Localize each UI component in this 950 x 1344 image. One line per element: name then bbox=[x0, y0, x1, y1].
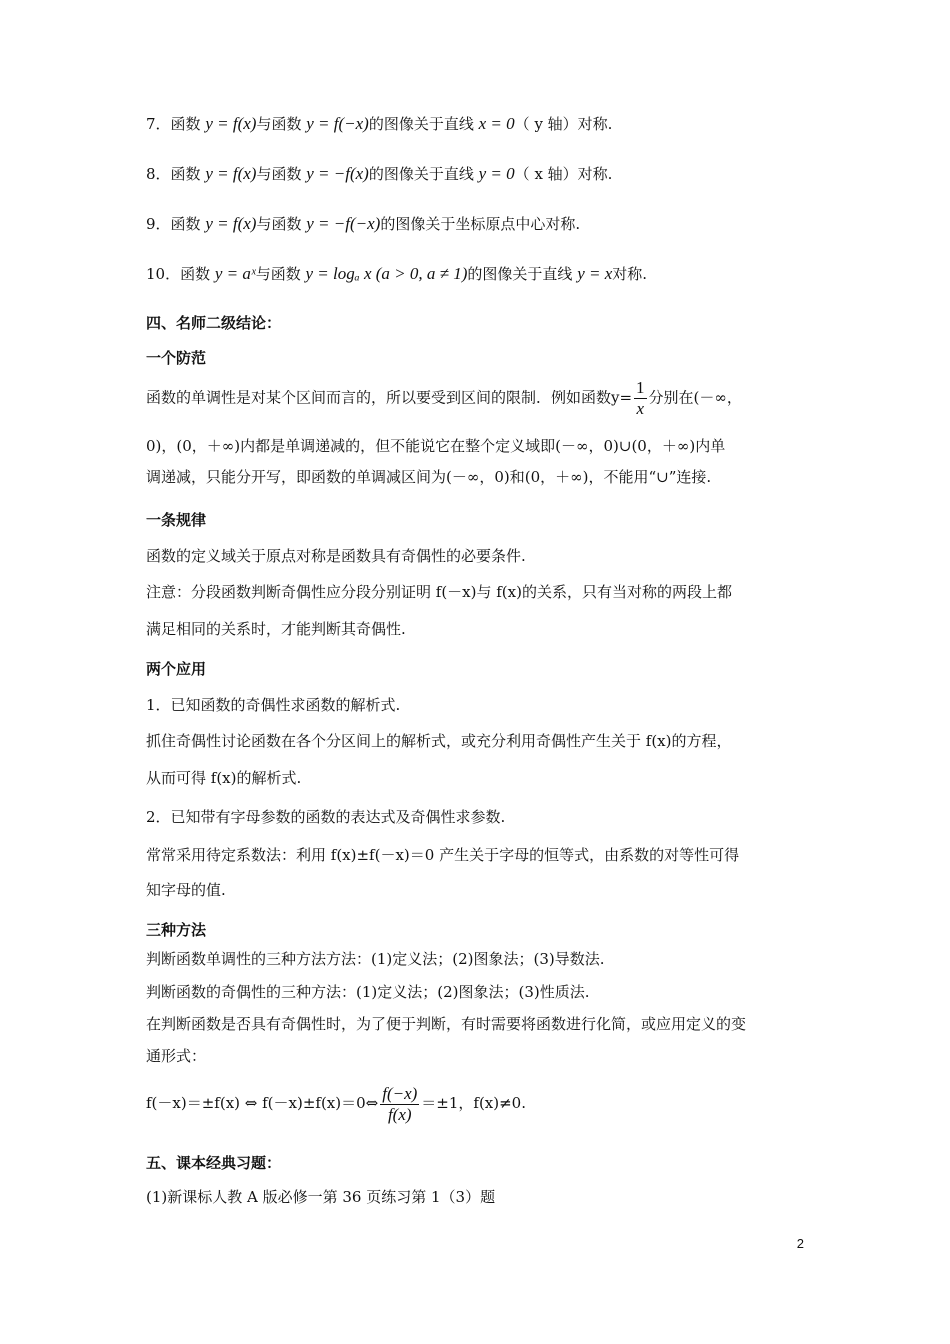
paragraph-line: 满足相同的关系时，才能判断其奇偶性. bbox=[146, 620, 406, 638]
paragraph-line: 在判断函数是否具有奇偶性时，为了便于判断，有时需要将函数进行化简，或应用定义的变 bbox=[146, 1015, 747, 1033]
item-10: 10．函数 y = aˣ与函数 y = logₐ x (a > 0, a ≠ 1)的图像关于直线 y = x对称. bbox=[146, 264, 648, 283]
paragraph-line: 知字母的值. bbox=[146, 881, 226, 899]
item-7: 7．函数 y = f(x)与函数 y = f(−x)的图像关于直线 x = 0（ y 轴）对称. bbox=[146, 114, 613, 133]
subsection-fangfan-heading: 一个防范 bbox=[146, 349, 207, 367]
paragraph-line: 判断函数的奇偶性的三种方法：(1)定义法；(2)图象法；(3)性质法. bbox=[146, 983, 590, 1001]
math-expr: y = aˣ bbox=[214, 264, 256, 283]
paragraph-line: 判断函数单调性的三种方法方法：(1)定义法；(2)图象法；(3)导数法. bbox=[146, 950, 605, 968]
section-5-heading: 五、课本经典习题： bbox=[146, 1154, 282, 1172]
math-expr: x = 0 bbox=[478, 114, 515, 133]
paragraph-line: 函数的定义域关于原点对称是函数具有奇偶性的必要条件. bbox=[146, 547, 526, 565]
formula-line: f(－x)＝±f(x) ⇔ f(－x)±f(x)＝0⇔ $\frac{f(-x)}{f(x)}$ ＝±1，f(x)≠0. bbox=[146, 1083, 526, 1124]
math-expr: y = f(x) bbox=[205, 214, 257, 233]
fraction: $\frac{f(-x)}{f(x)}$ bbox=[382, 1083, 418, 1124]
math-expr: y = f(x) bbox=[205, 164, 257, 183]
subsection-yingyong-heading: 两个应用 bbox=[146, 660, 207, 678]
item-8: 8．函数 y = f(x)与函数 y = −f(x)的图像关于直线 y = 0（ x 轴）对称. bbox=[146, 164, 613, 183]
paragraph-line: 函数的单调性是对某个区间而言的，所以要受到区间的限制．例如函数y= $\frac{1}{x}$ 分别在(－∞， bbox=[146, 378, 742, 418]
paragraph-line: 1．已知函数的奇偶性求函数的解析式. bbox=[146, 696, 401, 714]
paragraph-line: 2．已知带有字母参数的函数的表达式及奇偶性求参数. bbox=[146, 808, 506, 826]
paragraph-line: 常常采用待定系数法：利用 f(x)±f(－x)＝0 产生关于字母的恒等式，由系数的对等性可得 bbox=[146, 846, 740, 864]
subsection-guilv-heading: 一条规律 bbox=[146, 511, 207, 529]
math-expr: y = f(−x) bbox=[306, 114, 369, 133]
item-9: 9．函数 y = f(x)与函数 y = −f(−x)的图像关于坐标原点中心对称. bbox=[146, 214, 581, 233]
subsection-fangfa-heading: 三种方法 bbox=[146, 921, 207, 939]
paragraph-line: 抓住奇偶性讨论函数在各个分区间上的解析式，或充分利用奇偶性产生关于 f(x)的方程， bbox=[146, 732, 732, 750]
paragraph-line: 从而可得 f(x)的解析式. bbox=[146, 769, 302, 787]
page-number: 2 bbox=[796, 1236, 804, 1251]
math-expr: y = logₐ x (a > 0, a ≠ 1) bbox=[305, 264, 468, 283]
math-expr: y = −f(x) bbox=[306, 164, 369, 183]
math-expr: y = −f(−x) bbox=[306, 214, 381, 233]
fraction: $\frac{1}{x}$ bbox=[636, 378, 645, 418]
paragraph-line: 通形式： bbox=[146, 1047, 207, 1065]
paragraph-line: 0)，(0，＋∞)内都是单调递减的，但不能说它在整个定义域即(－∞，0)∪(0，＋∞)内单 bbox=[146, 437, 726, 455]
paragraph-line: (1)新课标人教 A 版必修一第 36 页练习第 1（3）题 bbox=[146, 1188, 496, 1206]
paragraph-line: 注意：分段函数判断奇偶性应分段分别证明 f(－x)与 f(x)的关系，只有当对称的两段上都 bbox=[146, 583, 732, 601]
math-expr: y = 0 bbox=[478, 164, 515, 183]
section-4-heading: 四、名师二级结论： bbox=[146, 314, 282, 332]
math-expr: y = f(x) bbox=[205, 114, 257, 133]
math-expr: y = x bbox=[577, 264, 613, 283]
paragraph-line: 调递减，只能分开写，即函数的单调减区间为(－∞，0)和(0，＋∞)，不能用“∪”连接. bbox=[146, 468, 712, 486]
